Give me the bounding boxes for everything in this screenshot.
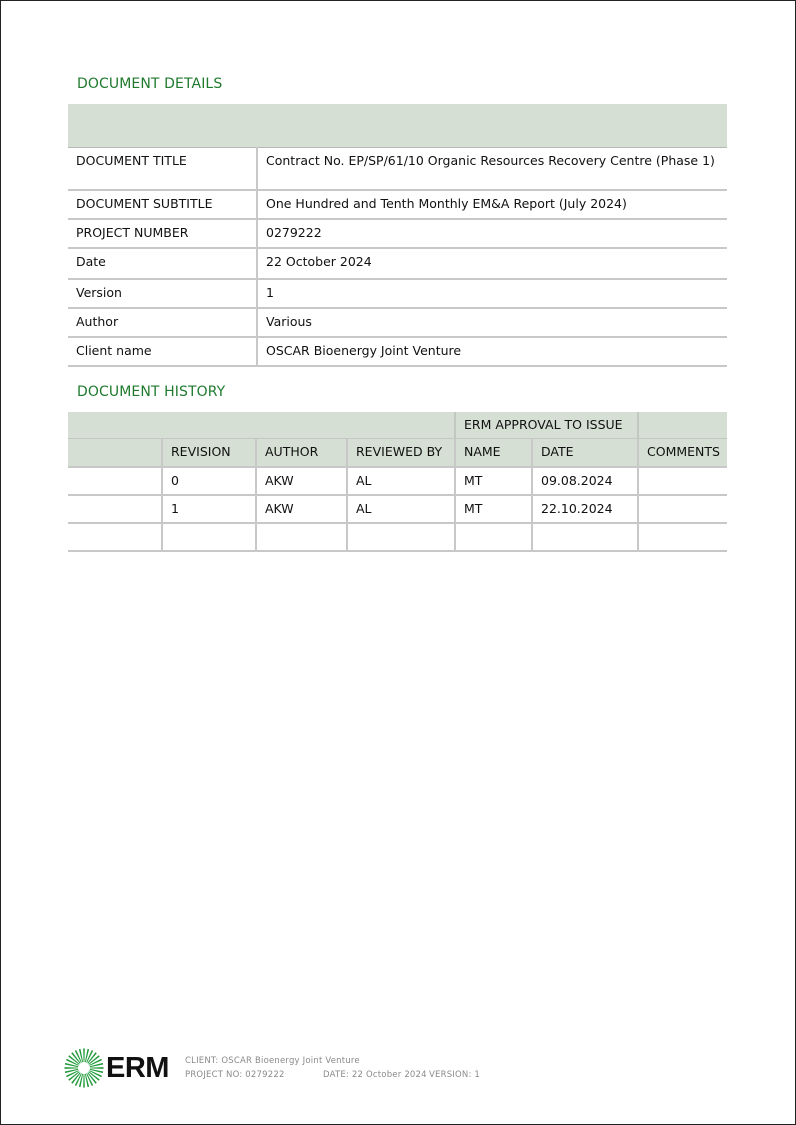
- details-value-author: Various: [257, 308, 727, 337]
- history-col-reviewed-by: REVIEWED BY: [347, 439, 455, 468]
- table-row: [68, 495, 727, 523]
- footer-client: CLIENT: OSCAR Bioenergy Joint Venture: [185, 1056, 360, 1066]
- history-cell-revision: 1: [162, 495, 256, 523]
- details-label-project-number: PROJECT NUMBER: [68, 219, 257, 248]
- document-history-heading: DOCUMENT HISTORY: [77, 384, 226, 400]
- history-cell-date: 09.08.2024: [532, 467, 638, 495]
- details-value-version: 1: [257, 279, 727, 308]
- details-label-version: Version: [68, 279, 257, 308]
- details-row-project-number: [68, 219, 727, 248]
- details-value-client-name: OSCAR Bioenergy Joint Venture: [257, 337, 727, 366]
- sunburst-ray: [90, 1067, 103, 1069]
- details-row-subtitle: [68, 190, 727, 219]
- history-cell-reviewed-by: AL: [347, 467, 455, 495]
- details-label-author: Author: [68, 308, 257, 337]
- history-cell-author: AKW: [256, 495, 347, 523]
- history-col-comments: COMMENTS: [638, 439, 727, 468]
- history-column-header: [68, 439, 727, 468]
- history-col-blank: [68, 439, 162, 468]
- details-label-title: DOCUMENT TITLE: [68, 148, 257, 191]
- history-cell-name: MT: [455, 495, 532, 523]
- document-history-table: [68, 412, 727, 552]
- erm-brand-wordmark: ERM: [106, 1052, 169, 1084]
- details-value-date: 22 October 2024: [257, 248, 727, 279]
- details-value-title: Contract No. EP/SP/61/10 Organic Resources Recovery Centre (Phase 1): [257, 148, 727, 191]
- sunburst-ray: [79, 1049, 83, 1062]
- document-details-heading: DOCUMENT DETAILS: [77, 76, 223, 92]
- history-col-revision: REVISION: [162, 439, 256, 468]
- history-cell-date: [532, 523, 638, 551]
- details-label-date: Date: [68, 248, 257, 279]
- history-cell-author: AKW: [256, 467, 347, 495]
- history-col-author: AUTHOR: [256, 439, 347, 468]
- history-cell-reviewed-by: [347, 523, 455, 551]
- sunburst-ray: [85, 1049, 89, 1062]
- history-col-date: DATE: [532, 439, 638, 468]
- details-row-version: [68, 279, 727, 308]
- table-row: [68, 523, 727, 551]
- history-cell-author: [256, 523, 347, 551]
- history-cell-date: 22.10.2024: [532, 495, 638, 523]
- details-label-subtitle: DOCUMENT SUBTITLE: [68, 190, 257, 219]
- history-cell-revision: 0: [162, 467, 256, 495]
- details-row-title: [68, 148, 727, 191]
- details-value-subtitle: One Hundred and Tenth Monthly EM&A Report (July 2024): [257, 190, 727, 219]
- history-cell-revision: [162, 523, 256, 551]
- history-cell: [68, 523, 162, 551]
- details-value-project-number: 0279222: [257, 219, 727, 248]
- erm-logo-icon: [64, 1048, 104, 1088]
- history-cell-reviewed-by: AL: [347, 495, 455, 523]
- history-group-header: [68, 412, 727, 439]
- sunburst-ray: [83, 1074, 85, 1087]
- details-row-client-name: [68, 337, 727, 366]
- table-row: [68, 467, 727, 495]
- details-label-client-name: Client name: [68, 337, 257, 366]
- history-cell-comments: [638, 495, 727, 523]
- details-row-author: [68, 308, 727, 337]
- history-cell-name: [455, 523, 532, 551]
- history-cell: [68, 495, 162, 523]
- details-row-date: [68, 248, 727, 279]
- history-cell-name: MT: [455, 467, 532, 495]
- sunburst-ray: [65, 1063, 78, 1067]
- sunburst-ray: [65, 1069, 78, 1073]
- details-header-band: [68, 104, 727, 148]
- erm-approval-group-header: ERM APPROVAL TO ISSUE: [455, 412, 638, 439]
- history-col-name: NAME: [455, 439, 532, 468]
- history-group-spacer-end: [638, 412, 727, 439]
- document-details-table: [68, 104, 727, 367]
- sunburst-ray: [83, 1049, 85, 1062]
- sunburst-ray: [90, 1069, 103, 1073]
- sunburst-ray: [90, 1063, 103, 1067]
- footer-meta-line: [185, 1070, 480, 1080]
- history-cell-comments: [638, 467, 727, 495]
- footer-version: VERSION: 1: [429, 1070, 481, 1080]
- history-cell-comments: [638, 523, 727, 551]
- history-cell: [68, 467, 162, 495]
- sunburst-ray: [65, 1067, 78, 1069]
- sunburst-ray: [79, 1074, 83, 1087]
- history-group-spacer: [68, 412, 455, 439]
- footer-project-no: PROJECT NO: 0279222: [185, 1070, 285, 1080]
- footer-date: DATE: 22 October 2024: [323, 1070, 427, 1080]
- sunburst-ray: [85, 1074, 89, 1087]
- sunburst-center: [80, 1064, 89, 1073]
